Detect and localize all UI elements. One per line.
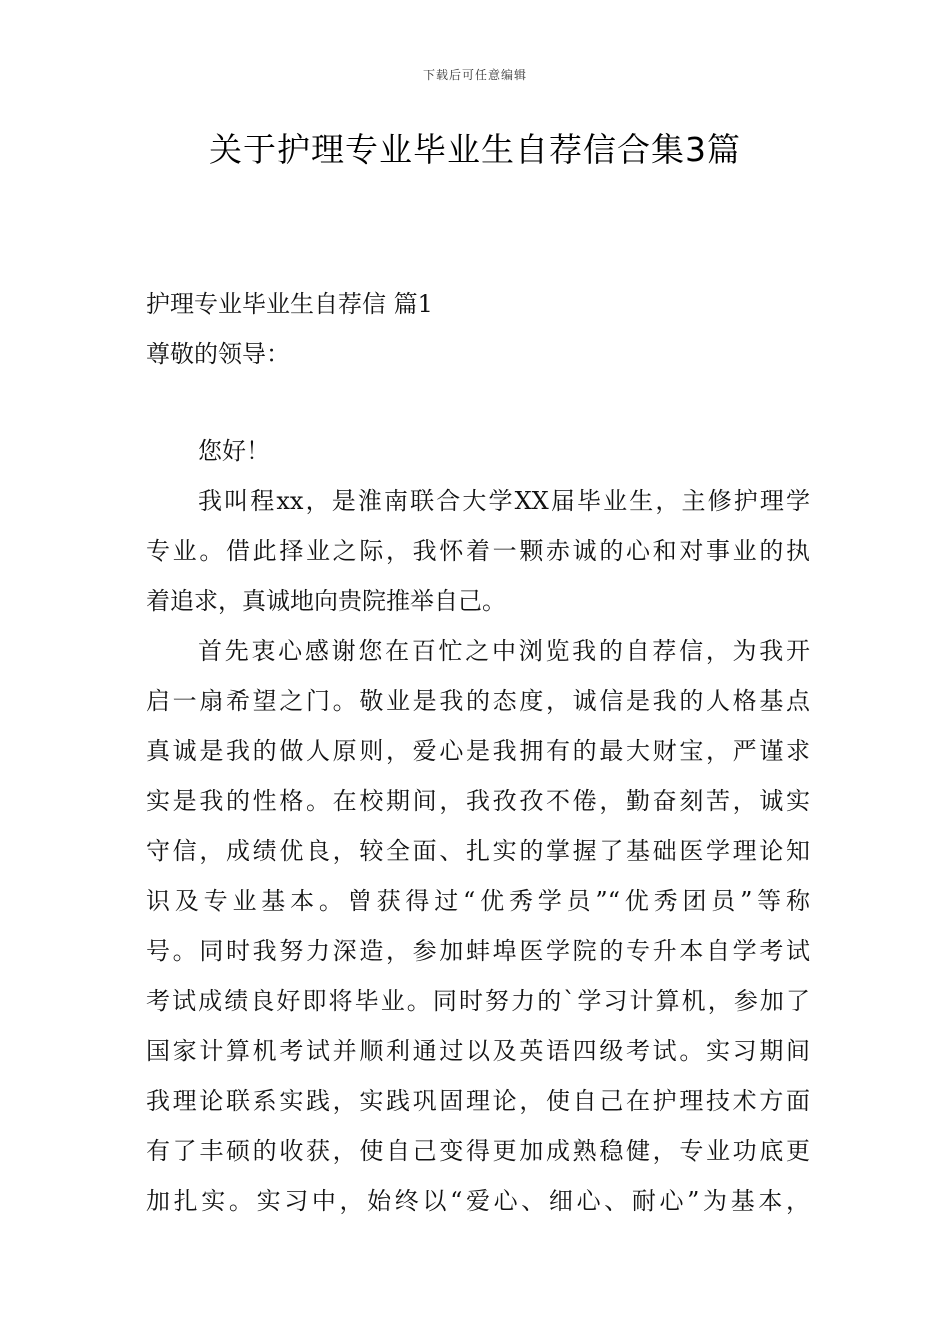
paragraph-line: 着追求，真诚地向贵院推举自己。 [146,587,506,615]
paragraph-line: 守信，成绩优良，较全面、扎实的掌握了基础医学理论知 [146,837,810,865]
greeting: 您好！ [198,437,270,465]
paragraph-line: 实是我的性格。在校期间，我孜孜不倦，勤奋刻苦，诚实 [146,787,810,815]
paragraph-line: 考试成绩良好即将毕业。同时努力的`学习计算机，参加了 [146,987,810,1015]
paragraph-line: 国家计算机考试并顺利通过以及英语四级考试。实习期间 [146,1037,810,1065]
paragraph-2 [146,626,810,1226]
paragraph-line: 我叫程xx，是淮南联合大学XX届毕业生，主修护理学 [198,487,810,515]
document-title: 关于护理专业毕业生自荐信合集3篇 [209,130,741,169]
paragraph-line: 真诚是我的做人原则，爱心是我拥有的最大财宝，严谨求 [146,737,810,765]
paragraph-line: 我理论联系实践，实践巩固理论，使自己在护理技术方面 [146,1087,810,1115]
paragraph-line: 首先衷心感谢您在百忙之中浏览我的自荐信，为我开 [198,637,810,665]
salutation: 尊敬的领导： [146,340,290,368]
paragraph-line: 号。同时我努力深造，参加蚌埠医学院的专升本自学考试 [146,937,810,965]
paragraph-line: 有了丰硕的收获，使自己变得更加成熟稳健，专业功底更 [146,1137,810,1165]
paragraph-line: 加扎实。实习中，始终以“爱心、细心、耐心”为基本， [146,1187,810,1215]
section-heading: 护理专业毕业生自荐信 篇1 [146,290,433,318]
spacer [146,379,810,426]
paragraph-1 [146,476,810,626]
paragraph-line: 专业。借此择业之际，我怀着一颗赤诚的心和对事业的执 [146,537,810,565]
header-note: 下载后可任意编辑 [422,68,527,82]
paragraph-line: 识及专业基本。曾获得过“优秀学员”“优秀团员”等称 [146,887,810,915]
document-body [146,279,810,1226]
paragraph-line: 启一扇希望之门。敬业是我的态度，诚信是我的人格基点 [146,687,810,715]
